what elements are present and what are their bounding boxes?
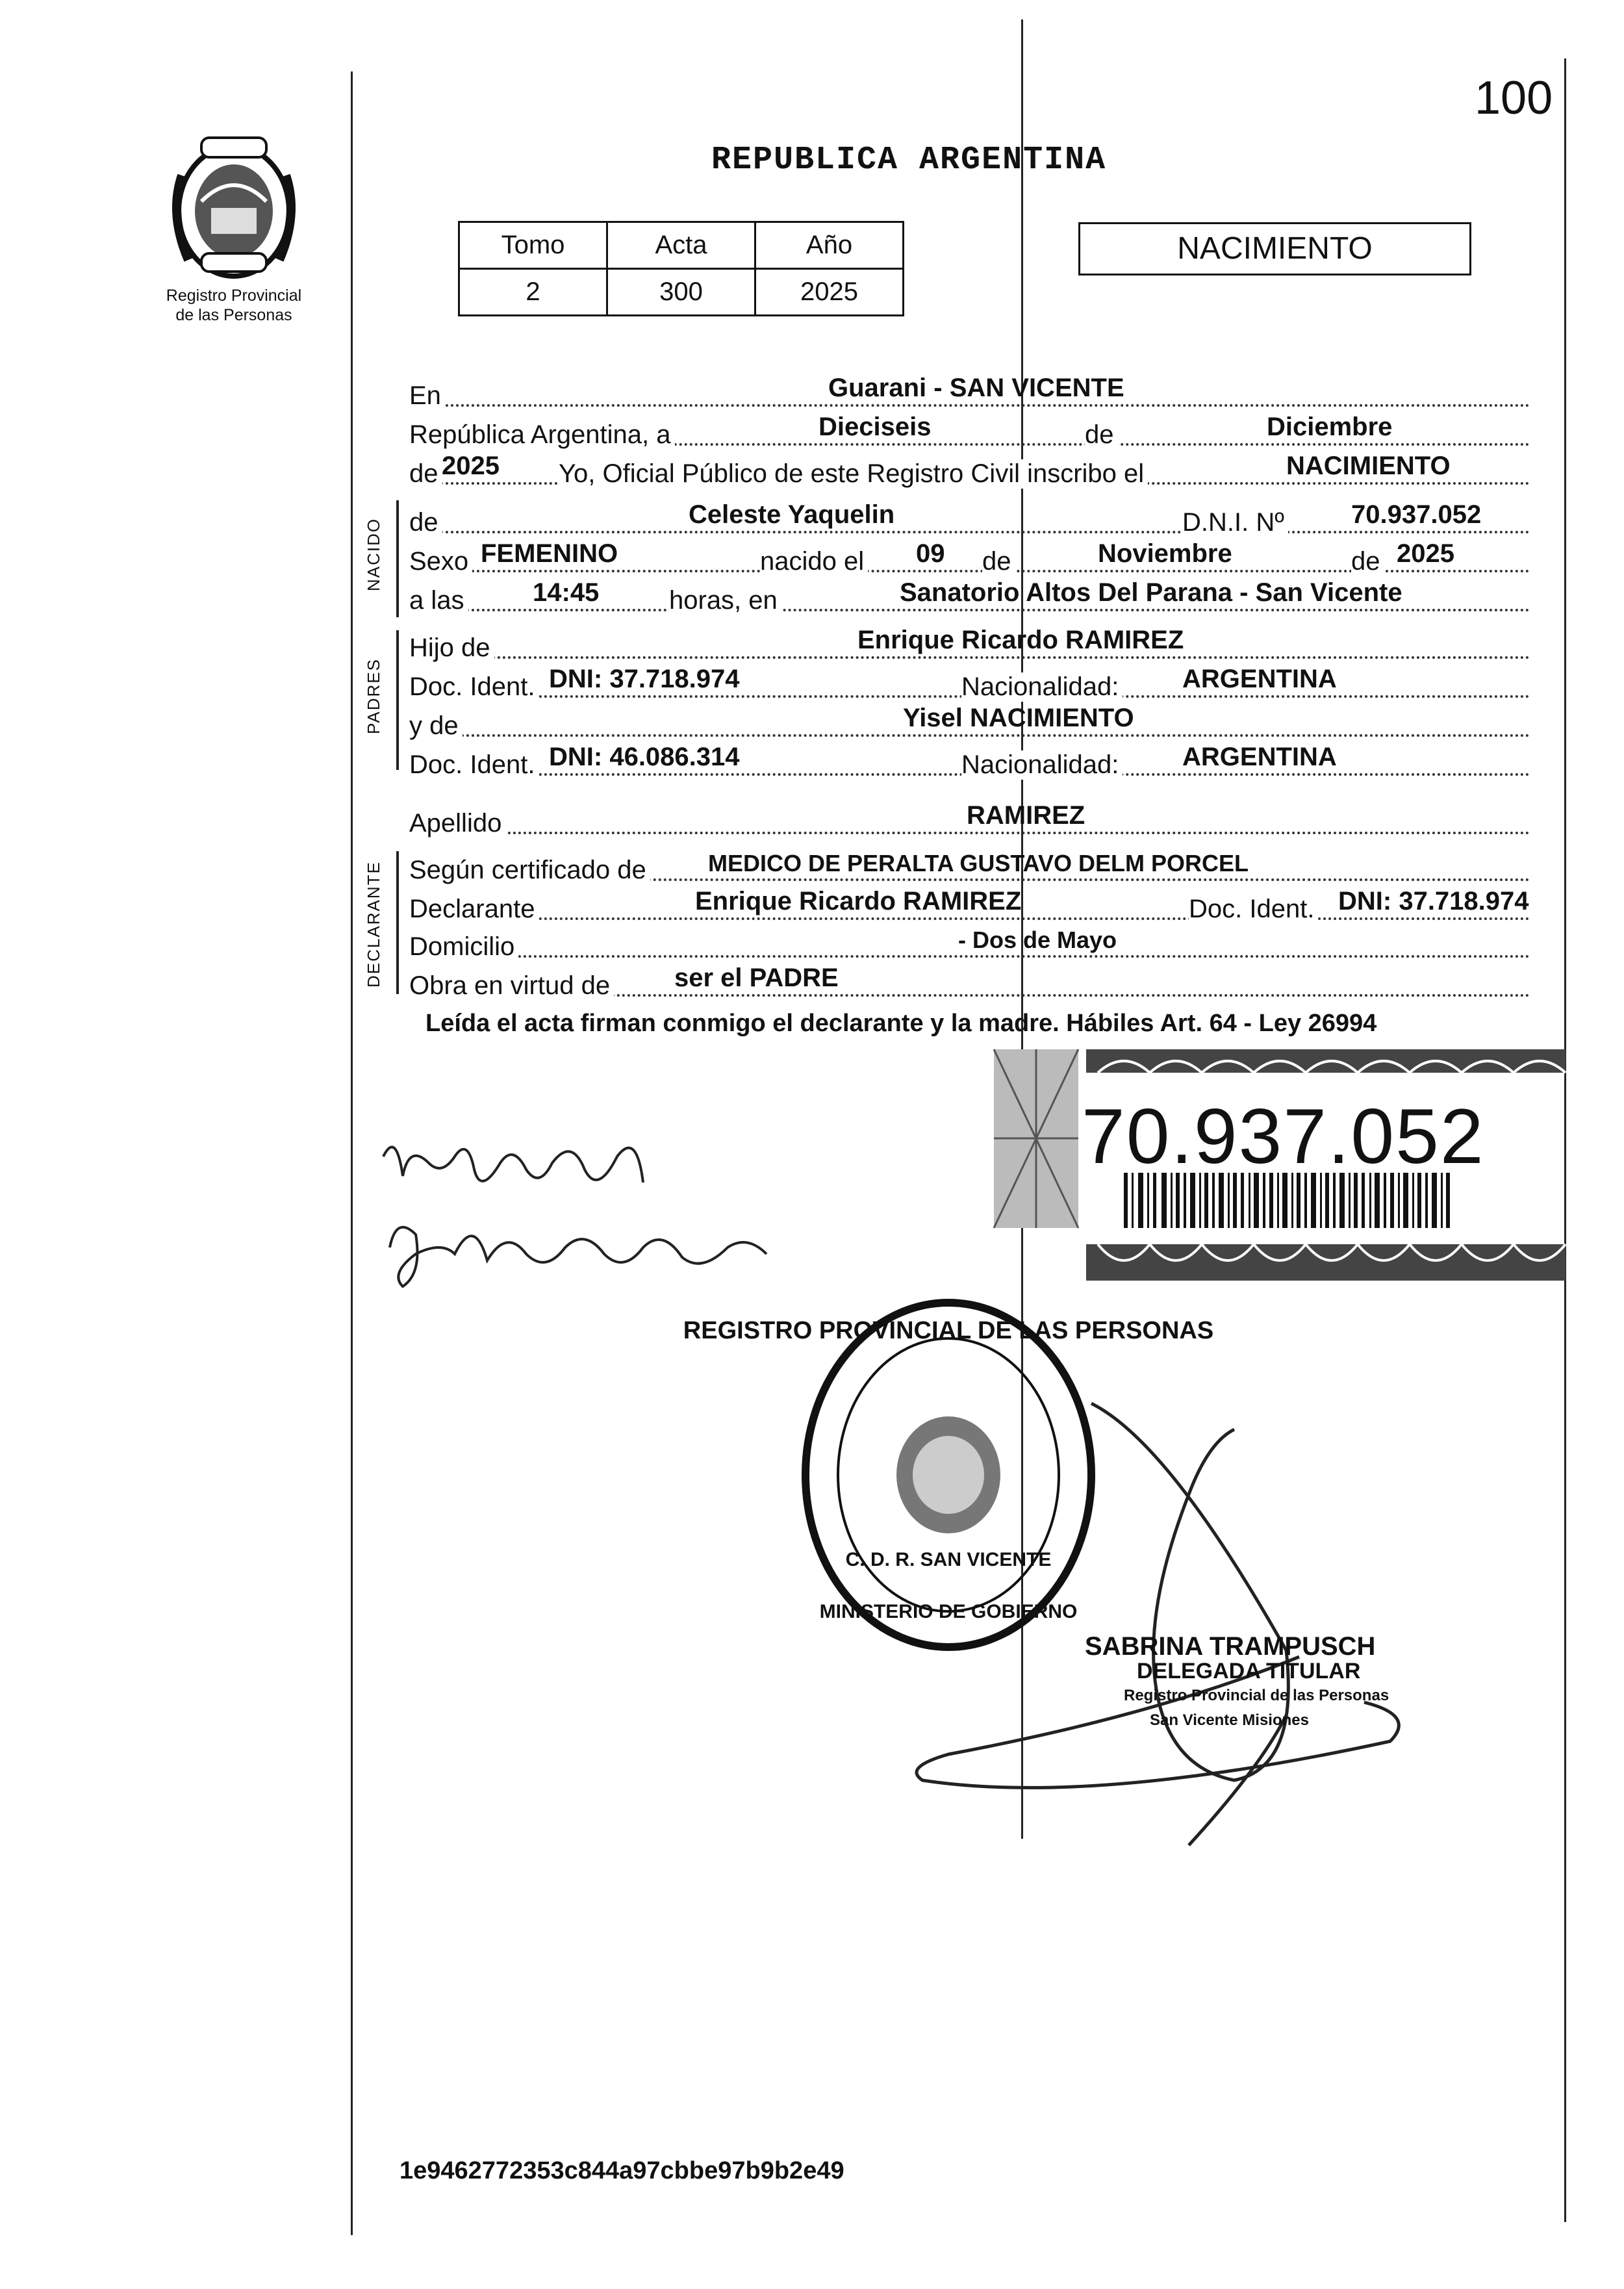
- label-de2: de: [409, 459, 442, 489]
- row-sexo: [409, 539, 1530, 576]
- label-apellido: Apellido: [409, 809, 505, 838]
- value-day: Dieciseis: [818, 413, 932, 441]
- official-line4: San Vicente Misiones: [1150, 1711, 1309, 1729]
- value-birth-day: 09: [916, 539, 945, 568]
- bracket-padres: [396, 630, 399, 770]
- row-hora: [409, 578, 1530, 615]
- label-yo: Yo, Oficial Público de este Registro Civil inscribo el: [559, 459, 1148, 489]
- label-de4: de: [982, 547, 1015, 576]
- value-father-nat: ARGENTINA: [1182, 665, 1337, 693]
- side-label-nacido: NACIDO: [364, 517, 383, 591]
- page-number: 100: [1475, 72, 1553, 124]
- row-republica: [409, 413, 1530, 450]
- value-name: Celeste Yaquelin: [689, 500, 895, 529]
- label-declarante: Declarante: [409, 895, 539, 924]
- row-declarante: [409, 887, 1530, 924]
- label-cert: Según certificado de: [409, 856, 650, 885]
- value-apellido: RAMIREZ: [967, 801, 1085, 830]
- org-caption-line2: de las Personas: [175, 306, 292, 324]
- value-en: Guarani - SAN VICENTE: [828, 374, 1124, 402]
- label-domicilio: Domicilio: [409, 932, 518, 962]
- row-cert: [409, 851, 1530, 885]
- label-nac2: Nacionalidad:: [961, 750, 1123, 780]
- value-cert: MEDICO DE PERALTA GUSTAVO DELM PORCEL: [708, 850, 1249, 876]
- value-birth-year: 2025: [1397, 539, 1454, 568]
- row-en: [409, 374, 1530, 411]
- side-label-padres: PADRES: [364, 658, 383, 734]
- value-mother-doc: DNI: 46.086.314: [549, 743, 740, 771]
- value-year: 2025: [442, 452, 500, 480]
- value-mother: Yisel NACIMIENTO: [903, 704, 1134, 732]
- bracket-nacido: [396, 500, 399, 617]
- table-cell-tomo: 2: [459, 269, 607, 316]
- registry-table: [458, 221, 904, 316]
- label-doc3: Doc. Ident.: [1189, 895, 1318, 924]
- table-header-tomo: Tomo: [459, 222, 607, 269]
- org-caption-line1: Registro Provincial: [166, 287, 302, 305]
- province-crest-icon: [156, 130, 312, 286]
- row-mother-doc: [409, 743, 1530, 780]
- stamp-inner-text: C. D. R. SAN VICENTE: [845, 1549, 1052, 1570]
- value-hour: 14:45: [533, 578, 600, 607]
- row-name: [409, 500, 1530, 537]
- side-label-declarante: DECLARANTE: [364, 861, 383, 988]
- label-obra: Obra en virtud de: [409, 971, 614, 1001]
- label-alas: a las: [409, 586, 468, 615]
- bracket-declarante: [396, 851, 399, 994]
- value-declarante-doc: DNI: 37.718.974: [1338, 887, 1529, 915]
- table-cell-acta: 300: [607, 269, 755, 316]
- row-obra: [409, 964, 1530, 1001]
- org-caption: [136, 286, 331, 325]
- label-doc: Doc. Ident.: [409, 672, 539, 702]
- row-apellido: [409, 801, 1530, 838]
- label-de5: de: [1351, 547, 1384, 576]
- label-dni: D.N.I. Nº: [1182, 508, 1288, 537]
- value-domicilio: - Dos de Mayo: [958, 927, 1117, 953]
- value-father-doc: DNI: 37.718.974: [549, 665, 740, 693]
- barcode-number: 70.937.052: [1082, 1093, 1485, 1180]
- label-en: En: [409, 381, 445, 411]
- value-sexo: FEMENINO: [481, 539, 618, 568]
- value-dni: 70.937.052: [1351, 500, 1482, 529]
- stamp-bottom-text: MINISTERIO DE GOBIERNO: [819, 1601, 1078, 1622]
- official-name: SABRINA TRAMPUSCH: [1085, 1632, 1376, 1661]
- official-role: DELEGADA TITULAR: [1137, 1659, 1361, 1683]
- row-yo: [409, 452, 1530, 489]
- label-sexo: Sexo: [409, 547, 472, 576]
- label-horas: horas, en: [669, 586, 781, 615]
- value-month: Diciembre: [1267, 413, 1393, 441]
- label-de3: de: [409, 508, 442, 537]
- value-mother-nat: ARGENTINA: [1182, 743, 1337, 771]
- table-header-acta: Acta: [607, 222, 755, 269]
- label-de: de: [1085, 420, 1118, 450]
- official-signature: [896, 1377, 1481, 1871]
- left-margin-line: [351, 71, 353, 2235]
- table-header-anio: Año: [755, 222, 904, 269]
- closing-text: Leída el acta firman conmigo el declarante y la madre. Hábiles Art. 64 - Ley 26994: [425, 1010, 1377, 1037]
- label-republica: República Argentina, a: [409, 420, 675, 450]
- value-birth-month: Noviembre: [1098, 539, 1232, 568]
- row-yde: [409, 704, 1530, 741]
- act-type-box: NACIMIENTO: [1078, 222, 1471, 275]
- label-nacido: nacido el: [760, 547, 868, 576]
- official-line3: Registro Provincial de las Personas: [1124, 1687, 1389, 1704]
- signatures: [377, 1118, 780, 1312]
- official-block: [1085, 1634, 1389, 1733]
- value-obra: ser el PADRE: [674, 964, 839, 992]
- row-domicilio: [409, 928, 1530, 962]
- value-father: Enrique Ricardo RAMIREZ: [857, 626, 1184, 654]
- document-hash: 1e9462772353c844a97cbbe97b9b2e49: [400, 2157, 844, 2184]
- value-place: Sanatorio Altos Del Parana - San Vicente: [900, 578, 1402, 607]
- stamp-outer-text: REGISTRO PROVINCIAL DE LAS PERSONAS: [683, 1317, 1214, 1344]
- document-title: REPUBLICA ARGENTINA: [711, 142, 1107, 179]
- row-hijo: [409, 626, 1530, 663]
- value-declarante: Enrique Ricardo RAMIREZ: [695, 887, 1022, 915]
- label-hijo: Hijo de: [409, 633, 494, 663]
- label-nac: Nacionalidad:: [961, 672, 1123, 702]
- label-yde: y de: [409, 711, 463, 741]
- table-cell-anio: 2025: [755, 269, 904, 316]
- label-doc2: Doc. Ident.: [409, 750, 539, 780]
- value-inscribo: NACIMIENTO: [1286, 452, 1451, 480]
- row-father-doc: [409, 665, 1530, 702]
